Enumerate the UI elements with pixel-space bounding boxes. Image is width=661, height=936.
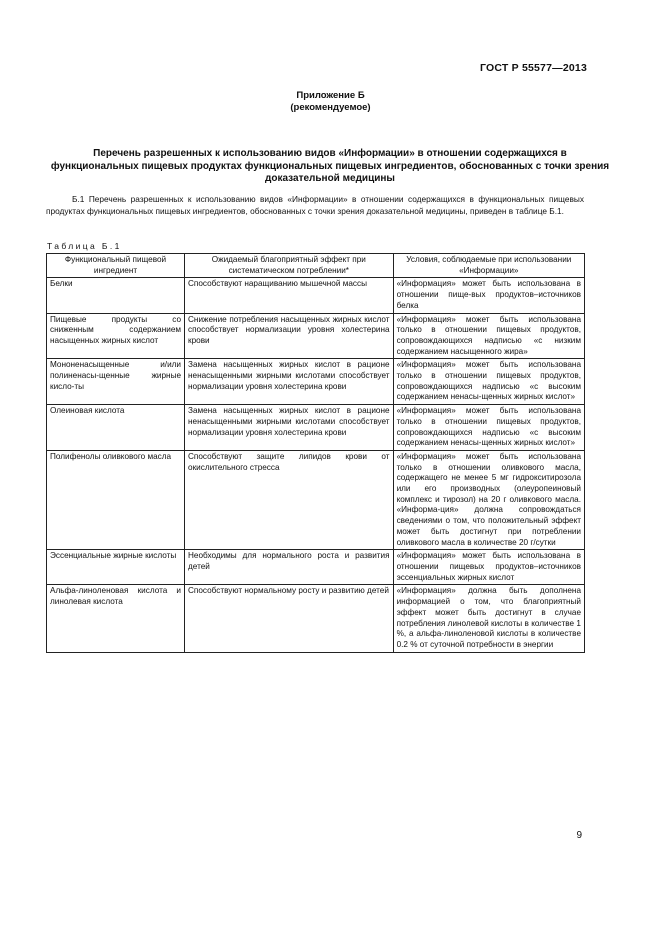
ingredients-table [46,253,585,653]
table-row [47,450,585,549]
cell-conditions: «Информация» должна быть дополнена информацией о том, что благоприятный эффект может быть достигнут в случае потребления линолевой кислоты в количестве 1 %, а альфа-линоленовой кислоты в количестве 0.2 % от суточной потребности в энергии [393,585,584,652]
cell-conditions: «Информация» может быть использована только в отношении оливкового масла, содержащего не менее 5 мг гидрокситирозола или его производных (олеуропеиновый комплекс и тирозол) на 20 г оливкового масла. «Информа-ция» должна сопровождаться сведениями о том, что положительный эффект может быть достигнут при потреблении оливкового масла в количестве 20 г/сутки [393,450,584,549]
cell-ingredient: Полифенолы оливкового масла [47,450,185,549]
header-effect: Ожидаемый благоприятный эффект при систематическом потреблении* [185,254,394,278]
table-row [47,359,585,405]
annex-header [0,90,661,114]
cell-effect: Способствуют наращиванию мышечной массы [185,278,394,313]
table-row [47,585,585,652]
cell-effect: Способствуют нормальному росту и развитию детей [185,585,394,652]
intro-paragraph: Б.1 Перечень разрешенных к использованию видов «Информации» в отношении содержащихся в функциональных пищевых продуктах функциональных пищевых ингредиентов, обоснованных с точки зрения доказательной медицины, приведен в таблице Б.1. [46,194,584,216]
cell-effect: Необходимы для нормального роста и развития детей [185,550,394,585]
cell-ingredient: Эссенциальные жирные кислоты [47,550,185,585]
cell-effect: Снижение потребления насыщенных жирных кислот способствует нормализации уровня холестерина крови [185,313,394,359]
cell-effect: Замена насыщенных жирных кислот в рационе ненасыщенными жирными кислотами способствует нормализации уровня холестерина крови [185,359,394,405]
cell-conditions: «Информация» может быть использована в отношении пище-вых продуктов–источников белка [393,278,584,313]
table-row [47,278,585,313]
section-heading: Перечень разрешенных к использованию видов «Информации» в отношении содержащихся в функциональных пищевых продуктах функциональных пищевых ингредиентов, обоснованных с точки зрения доказательной медицины [50,148,610,184]
cell-effect: Замена насыщенных жирных кислот в рационе ненасыщенными жирными кислотами способствует нормализации уровня холестерина крови [185,405,394,451]
table-caption: Таблица Б.1 [47,241,122,251]
table-row [47,313,585,359]
header-ingredient: Функциональный пищевой ингредиент [47,254,185,278]
cell-ingredient: Мононенасыщенные и/или полиненасы-щенные жирные кисло-ты [47,359,185,405]
page-number: 9 [576,830,582,841]
table-row [47,550,585,585]
cell-conditions: «Информация» может быть использована только в отношении пищевых продуктов, сопровождающихся надписью «с низким содержанием насыщенного жира» [393,313,584,359]
annex-status: (рекомендуемое) [290,102,371,113]
cell-conditions: «Информация» может быть использована только в отношении пищевых продуктов, сопровождающихся надписью «с высоким содержанием ненасы-щенных жирных кислот» [393,359,584,405]
cell-conditions: «Информация» может быть использована только в отношении пищевых продуктов, сопровождающихся надписью «с высоким содержанием ненасы-щенных жирных кислот» [393,405,584,451]
cell-ingredient: Белки [47,278,185,313]
table-header-row [47,254,585,278]
cell-conditions: «Информация» может быть использована в отношении пищевых продуктов–источников эссенциальных жирных кислот [393,550,584,585]
document-code: ГОСТ Р 55577—2013 [479,62,587,74]
cell-ingredient: Олеиновая кислота [47,405,185,451]
cell-ingredient: Альфа-линоленовая кислота и линолевая кислота [47,585,185,652]
header-conditions: Условия, соблюдаемые при использовании «Информации» [393,254,584,278]
cell-effect: Способствуют защите липидов крови от окислительного стресса [185,450,394,549]
annex-title: Приложение Б [296,90,365,101]
cell-ingredient: Пищевые продукты со сниженным содержанием насыщенных жирных кислот [47,313,185,359]
table-row [47,405,585,451]
